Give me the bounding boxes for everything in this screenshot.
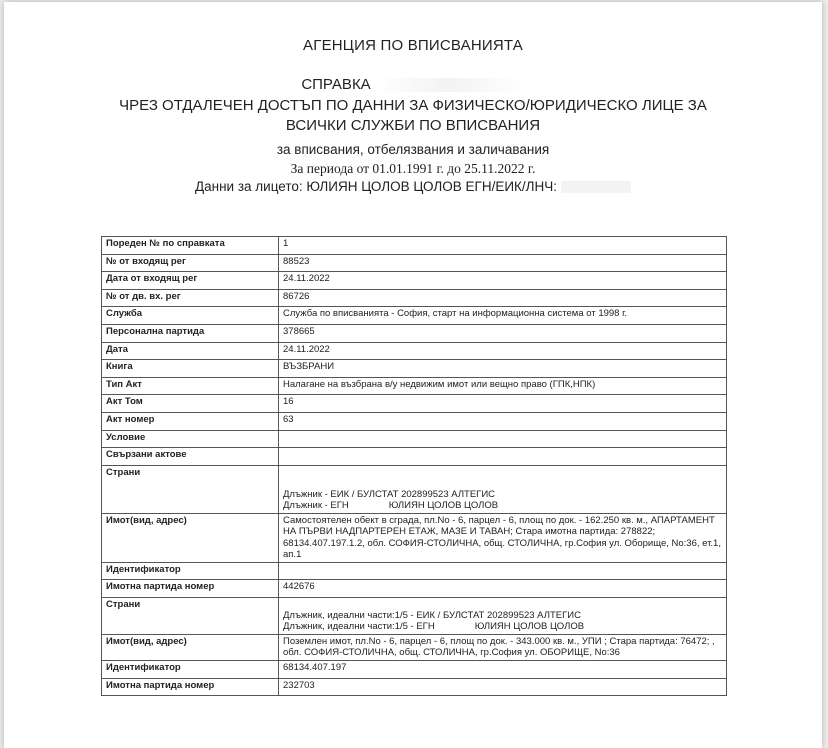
row-label: № от дв. вх. рег <box>102 289 279 307</box>
report-subtitle-line1: ЧРЕЗ ОТДАЛЕЧЕН ДОСТЪП ПО ДАННИ ЗА ФИЗИЧЕСКО/ЮРИДИЧЕСКО ЛИЦЕ ЗА <box>119 97 707 114</box>
row-label: Имотна партида номер <box>102 580 279 598</box>
row-value: 86726 <box>279 289 727 307</box>
row-value: 24.11.2022 <box>279 272 727 290</box>
row-label: Имот(вид, адрес) <box>102 513 279 562</box>
register-table <box>101 236 727 696</box>
table-row <box>102 360 727 378</box>
spravka-label: СПРАВКА <box>301 76 371 93</box>
row-label: Дата <box>102 342 279 360</box>
table-row <box>102 307 727 325</box>
table-row-parties <box>102 465 727 513</box>
table-row <box>102 430 727 448</box>
row-label: Свързани актове <box>102 448 279 466</box>
person-data-text: Данни за лицето: ЮЛИЯН ЦОЛОВ ЦОЛОВ ЕГН/ЕИК/ЛНЧ: <box>194 179 558 194</box>
document-page <box>4 2 822 748</box>
row-label: Служба <box>102 307 279 325</box>
row-label: Пореден № по справката <box>102 237 279 255</box>
row-value: 24.11.2022 <box>279 342 727 360</box>
row-label: Дата от входящ рег <box>102 272 279 290</box>
row-value: 232703 <box>279 678 727 696</box>
report-subtitle-line2: ВСИЧКИ СЛУЖБИ ПО ВПИСВАНИЯ <box>285 117 541 134</box>
report-purpose: за вписвания, отбелязвания и заличавания <box>276 142 550 157</box>
row-label: Идентификатор <box>102 562 279 580</box>
table-row <box>102 634 727 660</box>
row-value: Поземлен имот, пл.No - 6, парцел - 6, площ по док. - 343.000 кв. м., УПИ ; Стара партида: 76472; , обл. СОФИЯ-СТОЛИЧНА, общ. СТОЛИЧНА, гр.София ул. ОБОРИЩЕ, No:36 <box>279 634 727 660</box>
party-entry: Длъжник, идеални части:1/5 - ЕГН ЮЛИЯН ЦОЛОВ ЦОЛОВ <box>283 621 585 633</box>
row-value <box>279 562 727 580</box>
table-row <box>102 412 727 430</box>
row-value: 1 <box>279 237 727 255</box>
row-value: Налагане на възбрана в/у недвижим имот или вещно право (ГПК,НПК) <box>279 377 727 395</box>
table-row <box>102 580 727 598</box>
row-value <box>279 430 727 448</box>
agency-title: АГЕНЦИЯ ПО ВПИСВАНИЯТА <box>303 37 523 54</box>
table-row <box>102 324 727 342</box>
row-value: 63 <box>279 412 727 430</box>
row-value <box>279 448 727 466</box>
table-row <box>102 448 727 466</box>
row-label: Идентификатор <box>102 660 279 678</box>
parties-value <box>279 597 727 634</box>
table-row <box>102 377 727 395</box>
table-row <box>102 289 727 307</box>
table-row-parties <box>102 597 727 634</box>
parties-value <box>279 465 727 513</box>
row-label: Условие <box>102 430 279 448</box>
parties-label: Страни <box>102 597 279 634</box>
table-row <box>102 562 727 580</box>
table-row <box>102 342 727 360</box>
row-value: Служба по вписванията - София, старт на информационна система от 1998 г. <box>279 307 727 325</box>
row-value: ВЪЗБРАНИ <box>279 360 727 378</box>
party-entry: Длъжник - ЕИК / БУЛСТАТ 202899523 АЛТЕГИС <box>283 488 496 500</box>
parties-label: Страни <box>102 465 279 513</box>
row-value: 16 <box>279 395 727 413</box>
row-label: Персонална партида <box>102 324 279 342</box>
row-label: Акт Том <box>102 395 279 413</box>
row-label: Имотна партида номер <box>102 678 279 696</box>
table-row <box>102 660 727 678</box>
row-label: Имот(вид, адрес) <box>102 634 279 660</box>
table-row <box>102 678 727 696</box>
report-period: За периода от 01.01.1991 г. до 25.11.2022 г. <box>290 161 536 176</box>
party-entry: Длъжник - ЕГН ЮЛИЯН ЦОЛОВ ЦОЛОВ <box>283 500 499 512</box>
row-value: 88523 <box>279 254 727 272</box>
row-value: 68134.407.197 <box>279 660 727 678</box>
table-row <box>102 513 727 562</box>
redacted-id <box>561 181 631 193</box>
row-label: Акт номер <box>102 412 279 430</box>
table-row <box>102 254 727 272</box>
row-label: Тип Акт <box>102 377 279 395</box>
row-label: № от входящ рег <box>102 254 279 272</box>
row-value: 442676 <box>279 580 727 598</box>
row-value: Самостоятелен обект в сграда, пл.No - 6, парцел - 6, площ по док. - 162.250 кв. м., АПАРТАМЕНТ НА ПЪРВИ НАДПАРТЕРЕН ЕТАЖ, МАЗЕ И ТАВАН; Стара имотна партида: 278822; 68134.407.197.1.2, обл. СОФИЯ-СТОЛИЧНА, общ. СТОЛИЧНА, гр.София ул. Оборище, No:36, ет.1, ап.1 <box>279 513 727 562</box>
row-value: 378665 <box>279 324 727 342</box>
report-title <box>4 76 822 93</box>
person-data <box>4 179 822 194</box>
table-row <box>102 237 727 255</box>
table-row <box>102 272 727 290</box>
table-row <box>102 395 727 413</box>
redacted-area <box>375 78 525 92</box>
row-label: Книга <box>102 360 279 378</box>
party-entry: Длъжник, идеални части:1/5 - ЕИК / БУЛСТАТ 202899523 АЛТЕГИС <box>283 609 581 621</box>
